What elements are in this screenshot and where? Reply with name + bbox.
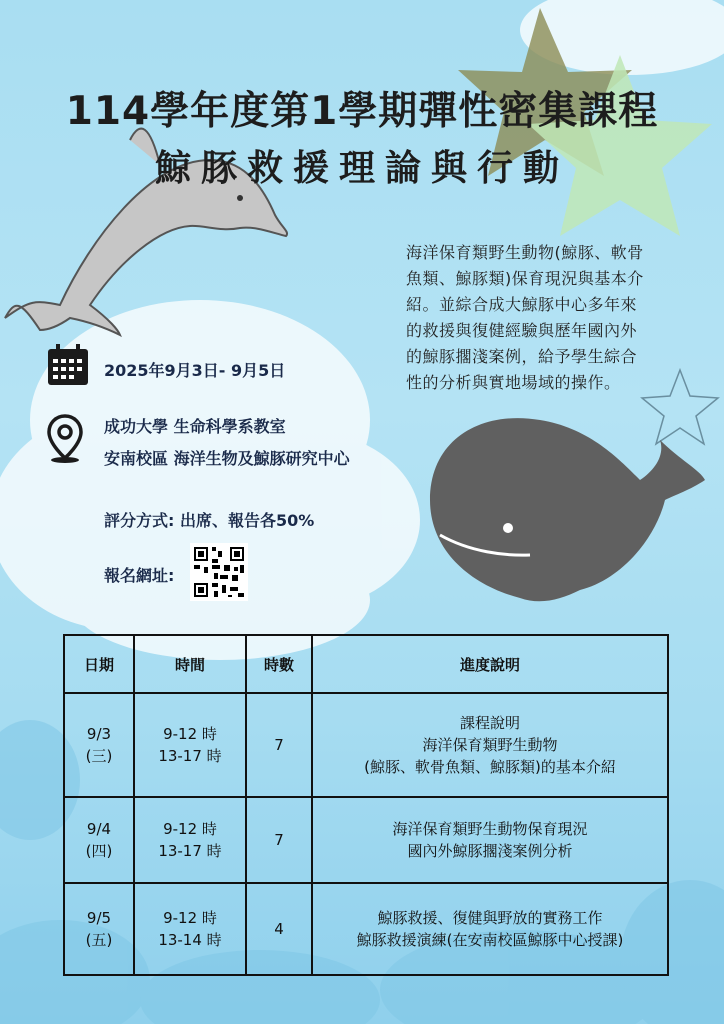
table-row bbox=[64, 883, 668, 975]
header-time: 時間 bbox=[134, 635, 246, 693]
header-progress: 進度說明 bbox=[312, 635, 668, 693]
cell-hours: 7 bbox=[246, 797, 312, 883]
cell-progress: 課程說明 海洋保育類野生動物 (鯨豚、軟骨魚類、鯨豚類)的基本介紹 bbox=[312, 693, 668, 797]
signup-label: 報名網址: bbox=[104, 566, 175, 585]
cell-date: 9/4 (四) bbox=[64, 797, 134, 883]
schedule-table bbox=[63, 634, 669, 976]
qr-code-icon[interactable] bbox=[190, 543, 248, 601]
calendar-icon bbox=[46, 343, 90, 387]
poster-title-line2: 鯨豚救援理論與行動 bbox=[154, 148, 569, 189]
description-line: 魚類、鯨豚類)保育現況與基本介 bbox=[406, 269, 644, 288]
description-line: 紹。並綜合成大鯨豚中心多年來 bbox=[406, 295, 638, 314]
header-hours: 時數 bbox=[246, 635, 312, 693]
whale-illustration bbox=[430, 418, 705, 601]
cell-progress: 鯨豚救援、復健與野放的實務工作 鯨豚救援演練(在安南校區鯨豚中心授課) bbox=[312, 883, 668, 975]
table-row bbox=[64, 693, 668, 797]
course-dates: 2025年9月3日- 9月5日 bbox=[104, 361, 286, 380]
table-row bbox=[64, 797, 668, 883]
course-description bbox=[406, 240, 724, 396]
location-line1: 成功大學 生命科學系教室 bbox=[104, 417, 286, 436]
location-pin-icon bbox=[45, 414, 85, 464]
cell-date: 9/5 (五) bbox=[64, 883, 134, 975]
poster-title-line1: 114學年度第1學期彈性密集課程 bbox=[65, 89, 659, 134]
schedule-header-row bbox=[64, 635, 668, 693]
description-line: 的救援與復健經驗與歷年國內外 bbox=[406, 321, 638, 340]
cell-time: 9-12 時 13-17 時 bbox=[134, 693, 246, 797]
grading-method: 評分方式: 出席、報告各50% bbox=[104, 511, 315, 530]
cell-hours: 7 bbox=[246, 693, 312, 797]
cell-progress: 海洋保育類野生動物保育現況 國內外鯨豚擱淺案例分析 bbox=[312, 797, 668, 883]
cell-time: 9-12 時 13-17 時 bbox=[134, 797, 246, 883]
location-line2: 安南校區 海洋生物及鯨豚研究中心 bbox=[104, 449, 350, 468]
description-line: 性的分析與實地場域的操作。 bbox=[406, 373, 621, 392]
description-line: 海洋保育類野生動物(鯨豚、軟骨 bbox=[406, 243, 644, 262]
header-date: 日期 bbox=[64, 635, 134, 693]
description-line: 的鯨豚擱淺案例，給予學生綜合 bbox=[406, 347, 638, 366]
cell-date: 9/3 (三) bbox=[64, 693, 134, 797]
cell-time: 9-12 時 13-14 時 bbox=[134, 883, 246, 975]
cell-hours: 4 bbox=[246, 883, 312, 975]
